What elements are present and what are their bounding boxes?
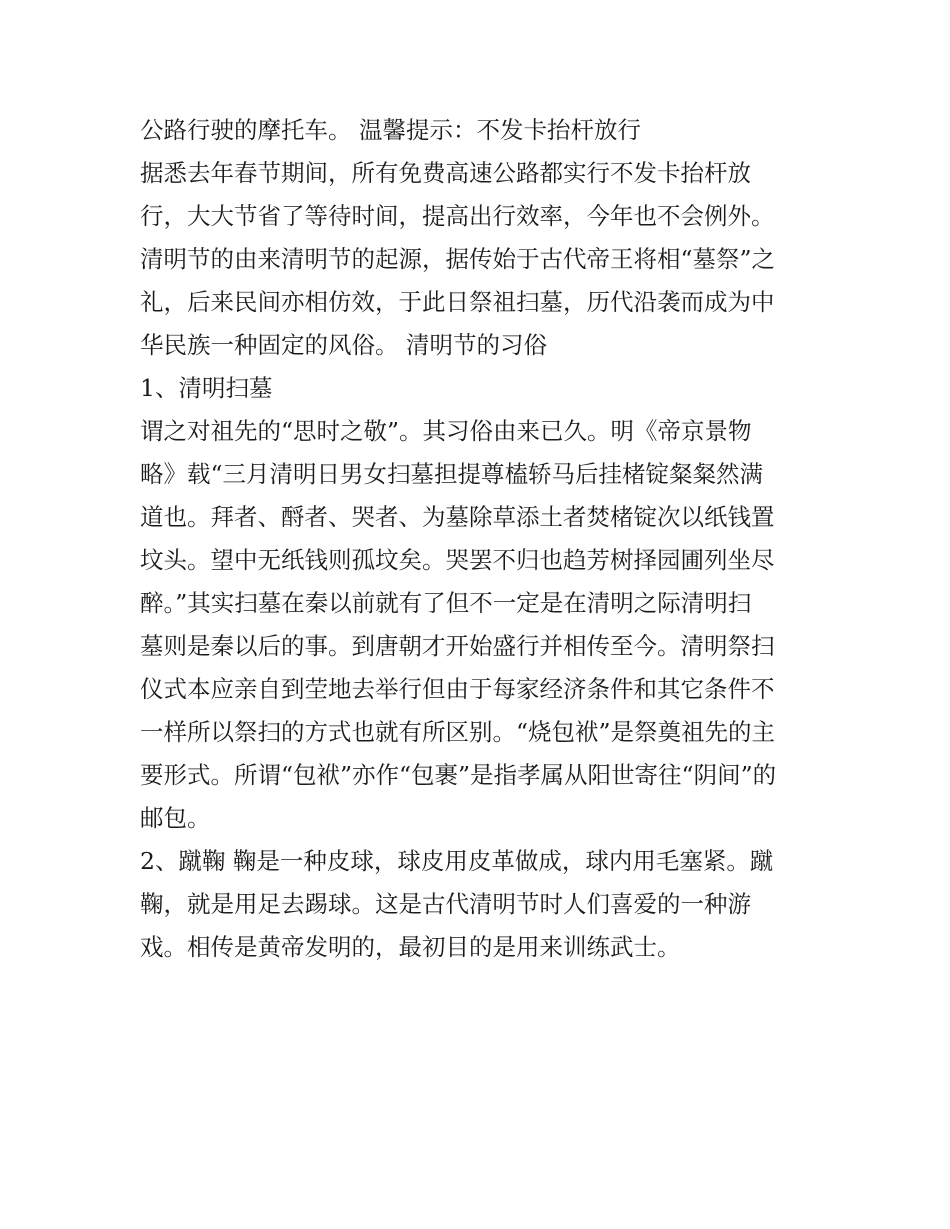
text-line: 戏。相传是黄帝发明的，最初目的是用来训练武士。 [140,933,681,961]
text-line: 墓则是秦以后的事。到唐朝才开始盛行并相传至今。清明祭扫 [140,632,775,660]
text-line: 道也。拜者、酹者、哭者、为墓除草添土者焚楮锭次以纸钱置 [140,503,775,531]
text-line: 鞠，就是用足去踢球。这是古代清明节时人们喜爱的一种游 [140,890,751,918]
text-line: 礼，后来民间亦相仿效，于此日祭祖扫墓，历代沿袭而成为中 [140,288,775,316]
text-line: 一样所以祭扫的方式也就有所区别。“烧包袱”是祭奠祖先的主 [140,718,776,746]
text-line: 华民族一种固定的风俗。 清明节的习俗 [140,331,547,359]
text-line: 醉。”其实扫墓在秦以前就有了但不一定是在清明之际清明扫 [140,589,752,617]
text-line: 邮包。 [140,804,211,832]
text-line: 清明节的由来清明节的起源，据传始于古代帝王将相“墓祭”之 [140,245,776,273]
text-line: 坟头。望中无纸钱则孤坟矣。哭罢不归也趋芳树择园圃列坐尽 [140,546,775,574]
section-heading-sweeping: 1、清明扫墓 [140,374,273,402]
text-line: 行，大大节省了等待时间，提高出行效率，今年也不会例外。 [140,202,775,230]
body-text [140,109,820,969]
text-line: 公路行驶的摩托车。 温馨提示：不发卡抬杆放行 [140,116,641,144]
text-line: 据悉去年春节期间，所有免费高速公路都实行不发卡抬杆放 [140,159,751,187]
text-line: 略》载“三月清明日男女扫墓担提尊榼轿马后挂楮锭粲粲然满 [140,460,764,488]
section-heading-cuju: 2、蹴鞠 鞠是一种皮球，球皮用皮革做成，球内用毛塞紧。蹴 [140,847,774,875]
text-line: 要形式。所谓“包袱”亦作“包裹”是指孝属从阳世寄往“阴间”的 [140,761,777,789]
text-line: 仪式本应亲自到茔地去举行但由于每家经济条件和其它条件不 [140,675,775,703]
text-line: 谓之对祖先的“思时之敬”。其习俗由来已久。明《帝京景物 [140,417,752,445]
